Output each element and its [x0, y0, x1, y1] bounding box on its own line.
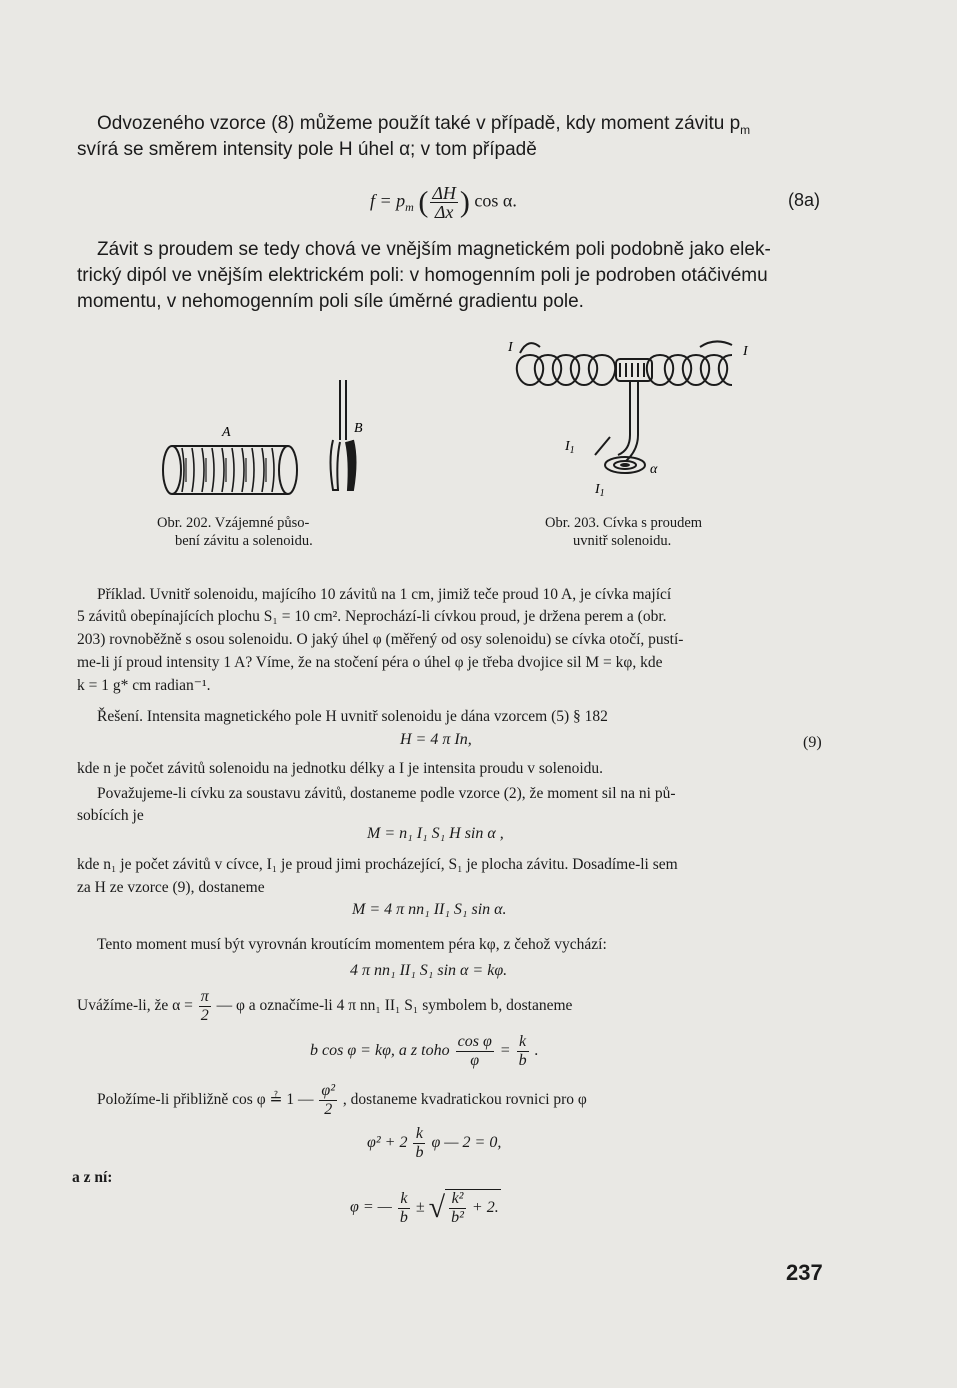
- para1-line-2: trický dipól ve vnějším elektrickém poli: v homogenním poli je podroben otáčivému: [77, 265, 768, 286]
- equation-8a-number: (8a): [788, 190, 821, 210]
- solution-line-4: sobících je: [77, 807, 144, 824]
- equation-moment-1: M = n₁ I₁ S₁ H sin α ,: [367, 825, 504, 842]
- figure-203-label-i-right: I: [743, 344, 748, 359]
- and-from-it-label: a z ní:: [72, 1169, 113, 1186]
- para1-line-3: momentu, v nehomogenním poli síle úměrné gradientu pole.: [77, 291, 584, 312]
- solution-line-3: Považujeme-li cívku za soustavu závitů, dostaneme podle vzorce (2), že moment sil na ni pů-: [97, 785, 676, 802]
- equation-quadratic: φ² + 2 $\frac{k}{b}$ φ — 2 = 0,: [367, 1125, 502, 1161]
- figure-203-label-alpha: α: [650, 462, 658, 477]
- solution-line-2: kde n je počet závitů solenoidu na jednotku délky a I je intensita proudu v solenoidu.: [77, 760, 604, 777]
- solution-line-1: Řešení. Intensita magnetického pole H uvnitř solenoidu je dána vzorcem (5) § 182: [97, 708, 608, 725]
- example-line-3: 203) rovnoběžně s osou solenoidu. O jaký úhel φ (měřený od osy solenoidu) se cívka otočí, pustí-: [77, 631, 684, 648]
- figure-202-label-a: A: [222, 425, 231, 440]
- figure-202-caption-line-2: bení závitu a solenoidu.: [175, 533, 313, 549]
- example-line-5: k = 1 g* cm radian⁻¹.: [77, 677, 211, 694]
- equation-9-number: (9): [803, 734, 822, 751]
- figure-202-solenoid-and-loop: [150, 360, 380, 510]
- figure-203-caption-line-1: Obr. 203. Cívka s proudem: [545, 515, 703, 531]
- equation-b-cos: b cos φ = kφ, a z toho $\frac{\text{cos φ}}{\varphi}$ = $\frac{k}{b}$ .: [310, 1033, 539, 1069]
- solution-line-6: za H ze vzorce (9), dostaneme: [77, 879, 265, 896]
- intro-line-2: svírá se směrem intensity pole H úhel α; v tom případě: [77, 139, 537, 160]
- equation-moment-2: M = 4 π nn₁ II₁ S₁ sin α.: [352, 901, 507, 918]
- equation-8a: $f = p_m$ ( $\frac{\Delta H}{\Delta x}$ ) cos α.: [370, 183, 517, 222]
- figure-202-caption-line-1: Obr. 202. Vzájemné půso-: [157, 515, 310, 531]
- example-line-2: 5 závitů obepínajících plochu S₁ = 10 cm². Neprochází-li cívkou proud, je držena perem a (obr.: [77, 608, 667, 625]
- intro-line-1: Odvozeného vzorce (8) můžeme použít také v případě, kdy moment závitu $p_m$: [97, 113, 751, 137]
- solution-line-7: Tento moment musí být vyrovnán kroutícím momentem péra kφ, z čehož vychází:: [97, 936, 607, 953]
- figure-203-caption-line-2: uvnitř solenoidu.: [573, 533, 672, 549]
- equation-solution: φ = — $\frac{k}{b}$ ± √ $\frac{\text{k²}}{\text{b²}}$ + 2.: [350, 1189, 499, 1226]
- figure-203-label-i1-bottom: $I_1$: [595, 482, 605, 499]
- example-line-4: me-li jí proud intensity 1 A? Víme, že na stočení péra o úhel φ je třeba dvojice sil M = kφ, kde: [77, 654, 663, 671]
- para1-line-1: Závit s proudem se tedy chová ve vnějším magnetickém poli podobně jako elek-: [97, 239, 771, 260]
- example-line-1: Příklad. Uvnitř solenoidu, majícího 10 závitů na 1 cm, jimiž teče proud 10 A, je cívka mající: [97, 586, 672, 603]
- solution-line-8: Uvážíme-li, že α = $\frac{\pi}{2}$ — φ a označíme-li 4 π nn₁ II₁ S₁ symbolem b, dostaneme: [77, 988, 573, 1024]
- page-number: 237: [786, 1260, 823, 1285]
- equation-balance: 4 π nn₁ II₁ S₁ sin α = kφ.: [350, 962, 508, 979]
- figure-202-label-b: B: [354, 421, 363, 436]
- solution-line-5: kde n₁ je počet závitů v cívce, I₁ je proud jimi procházející, S₁ je plocha závitu. Dosadíme-li sem: [77, 856, 678, 873]
- figure-203-label-i-left: I: [508, 340, 513, 355]
- equation-9: H = 4 π In,: [400, 731, 472, 748]
- figure-203-label-i1-mid: $I_1$: [565, 439, 575, 456]
- figure-203-coil-in-solenoid: [500, 325, 770, 510]
- solution-line-9: Položíme-li přibližně cos φ ≟ 1 — $\frac{\text{φ²}}{2}$ , dostaneme kvadratickou rovnici pro φ: [97, 1082, 587, 1118]
